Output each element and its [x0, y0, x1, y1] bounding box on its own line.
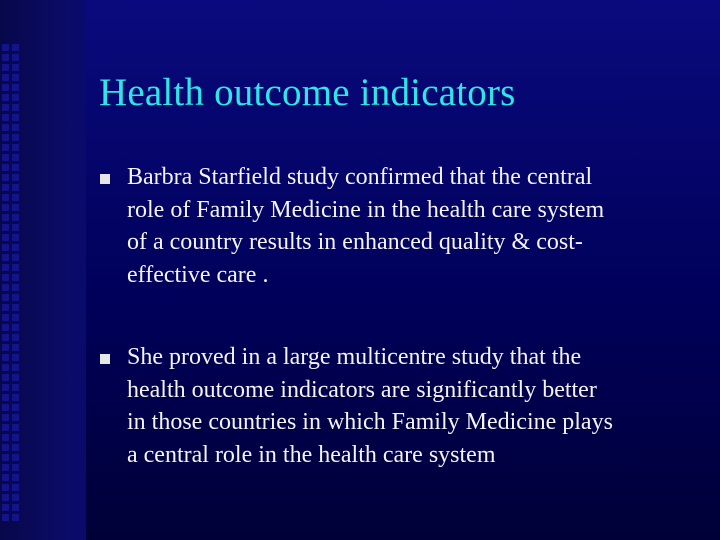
decorative-square — [12, 54, 19, 61]
decorative-square — [2, 424, 9, 431]
decorative-square — [12, 114, 19, 121]
slide-title: Health outcome indicators — [99, 71, 516, 114]
decorative-square — [2, 274, 9, 281]
decorative-square — [2, 134, 9, 141]
square-bullet-icon — [100, 174, 110, 184]
decorative-square — [2, 284, 9, 291]
decorative-square — [12, 474, 19, 481]
decorative-square — [2, 144, 9, 151]
decorative-square — [2, 114, 9, 121]
bullet-text: She proved in a large multicentre study that the health outcome indicators are significantly better in those countries in which Family Medicine plays a central role in the health care system — [127, 344, 613, 468]
decorative-square — [2, 184, 9, 191]
decorative-square — [12, 384, 19, 391]
decorative-square — [2, 324, 9, 331]
decorative-square — [12, 184, 19, 191]
decorative-square — [12, 454, 19, 461]
decorative-square — [2, 224, 9, 231]
decorative-square — [12, 254, 19, 261]
decorative-square — [2, 404, 9, 411]
decorative-square — [2, 54, 9, 61]
bullet-text: Barbra Starfield study confirmed that the central role of Family Medicine in the health care system of a country results in enhanced quality & cost- effective care . — [127, 164, 605, 288]
decorative-square — [2, 384, 9, 391]
decorative-square — [12, 164, 19, 171]
decorative-square — [2, 494, 9, 501]
decorative-square — [12, 394, 19, 401]
decorative-square — [2, 364, 9, 371]
decorative-square — [12, 204, 19, 211]
decorative-square — [2, 504, 9, 511]
decorative-square — [2, 414, 9, 421]
decorative-square — [2, 124, 9, 131]
decorative-square — [2, 244, 9, 251]
decorative-square — [12, 174, 19, 181]
decorative-square — [12, 334, 19, 341]
decorative-square — [12, 234, 19, 241]
decorative-square — [2, 234, 9, 241]
decorative-square — [12, 124, 19, 131]
decorative-square — [12, 324, 19, 331]
decorative-square — [2, 84, 9, 91]
decorative-square — [12, 274, 19, 281]
decorative-square — [12, 74, 19, 81]
decorative-square — [2, 394, 9, 401]
decorative-square — [12, 444, 19, 451]
decorative-square — [2, 174, 9, 181]
decorative-square — [2, 444, 9, 451]
decorative-square — [2, 74, 9, 81]
decorative-square — [2, 354, 9, 361]
decorative-square — [12, 404, 19, 411]
decorative-square — [12, 414, 19, 421]
decorative-square — [12, 144, 19, 151]
decorative-square — [2, 204, 9, 211]
decorative-square — [2, 214, 9, 221]
decorative-square — [12, 314, 19, 321]
decorative-square — [12, 464, 19, 471]
decorative-square — [12, 214, 19, 221]
decorative-square — [12, 434, 19, 441]
decorative-square — [12, 304, 19, 311]
decorative-square — [2, 194, 9, 201]
decorative-square — [12, 264, 19, 271]
decorative-square — [12, 84, 19, 91]
decorative-square — [2, 154, 9, 161]
decorative-square — [2, 94, 9, 101]
decorative-square — [12, 294, 19, 301]
decorative-square — [12, 44, 19, 51]
decorative-square — [12, 504, 19, 511]
decorative-square — [2, 104, 9, 111]
decorative-square — [12, 104, 19, 111]
decorative-square — [12, 354, 19, 361]
decorative-square — [2, 164, 9, 171]
left-decorative-band — [0, 0, 86, 540]
decorative-square — [12, 224, 19, 231]
decorative-square — [2, 314, 9, 321]
decorative-square — [12, 244, 19, 251]
decorative-square — [2, 64, 9, 71]
decorative-square — [2, 434, 9, 441]
decorative-square — [2, 464, 9, 471]
decorative-square — [2, 334, 9, 341]
decorative-square — [12, 134, 19, 141]
square-bullet-icon — [100, 354, 110, 364]
decorative-square — [12, 94, 19, 101]
decorative-square — [2, 304, 9, 311]
decorative-square — [2, 44, 9, 51]
decorative-square — [12, 424, 19, 431]
decorative-square — [2, 254, 9, 261]
decorative-square — [12, 344, 19, 351]
decorative-square — [2, 344, 9, 351]
decorative-square — [12, 194, 19, 201]
decorative-square — [2, 264, 9, 271]
decorative-square — [12, 374, 19, 381]
decorative-square — [12, 154, 19, 161]
decorative-square — [2, 294, 9, 301]
decorative-square — [2, 454, 9, 461]
decorative-square — [2, 484, 9, 491]
decorative-square-pattern — [2, 44, 24, 540]
decorative-square — [12, 284, 19, 291]
decorative-square — [12, 484, 19, 491]
decorative-square — [12, 494, 19, 501]
decorative-square — [2, 474, 9, 481]
decorative-square — [2, 374, 9, 381]
decorative-square — [2, 514, 9, 521]
decorative-square — [12, 514, 19, 521]
decorative-square — [12, 64, 19, 71]
decorative-square — [12, 364, 19, 371]
